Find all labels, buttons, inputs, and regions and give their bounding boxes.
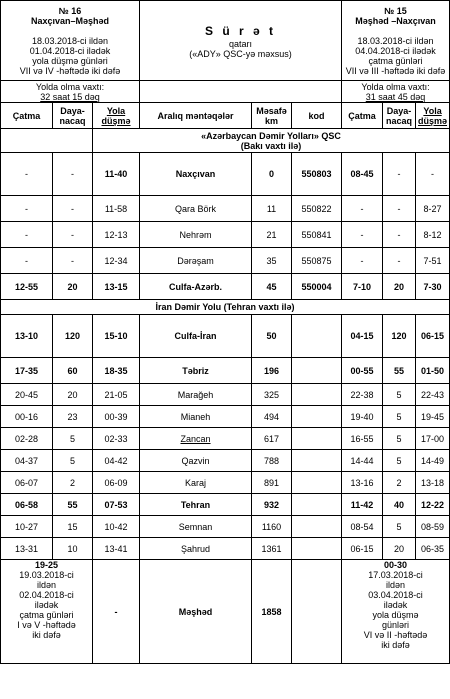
terminus-right-line: iki dəfə — [381, 640, 410, 650]
stop-right: 5 — [383, 450, 416, 472]
distance: 494 — [252, 406, 292, 428]
terminus-left-time: 19-25 — [34, 560, 59, 570]
arrive-left: 00-16 — [1, 406, 53, 428]
table-row — [1, 384, 450, 406]
days-left: VII və IV -həftədə iki dəfə — [19, 65, 121, 76]
terminus-left-line: I və V -həftədə — [17, 620, 76, 630]
depart-right: 08-59 — [416, 516, 450, 538]
depart-right: 22-43 — [416, 384, 450, 406]
depart-right: 12-22 — [416, 494, 450, 516]
period-to-left: 01.04.2018-ci ilədək — [29, 45, 111, 56]
table-row — [1, 315, 450, 358]
stop-left: 60 — [53, 358, 93, 384]
arrive-left: 04-37 — [1, 450, 53, 472]
depart-left: 04-42 — [93, 450, 140, 472]
stop-right: 5 — [383, 384, 416, 406]
header-row — [1, 1, 450, 81]
distance: 21 — [252, 222, 292, 248]
table-row — [1, 494, 450, 516]
period-from-left: 18.03.2018-ci ildən — [31, 35, 109, 46]
table-row — [1, 248, 450, 274]
table-row — [1, 222, 450, 248]
table-row — [1, 358, 450, 384]
stop-right: - — [383, 196, 416, 222]
terminus-code — [292, 560, 342, 664]
travel-time-row — [1, 81, 450, 103]
arrive-left: 17-35 — [1, 358, 53, 384]
stop-left: 2 — [53, 472, 93, 494]
arrive-right: 22-38 — [342, 384, 383, 406]
depart-right: 01-50 — [416, 358, 450, 384]
stop-left: 20 — [53, 384, 93, 406]
stop-right: 20 — [383, 538, 416, 560]
arrive-left: - — [1, 222, 53, 248]
depart-right: 06-35 — [416, 538, 450, 560]
stop-left: 5 — [53, 450, 93, 472]
arrive-right: 04-15 — [342, 315, 383, 358]
column-headers — [1, 103, 450, 129]
terminus-row — [1, 560, 450, 664]
stop-left: - — [53, 248, 93, 274]
terminus-left-line: çatma günləri — [19, 610, 74, 620]
depart-left: 11-40 — [93, 153, 140, 196]
depart-left: 10-42 — [93, 516, 140, 538]
depart-left: 07-53 — [93, 494, 140, 516]
code — [292, 428, 342, 450]
col-arrive-right: Çatma — [342, 103, 383, 129]
distance: 35 — [252, 248, 292, 274]
header-left — [1, 1, 140, 81]
terminus-right-time: 00-30 — [384, 560, 408, 570]
stop-left: - — [53, 153, 93, 196]
arrive-right: - — [342, 196, 383, 222]
train-no-right: № 15 — [384, 5, 407, 16]
depart-right: 19-45 — [416, 406, 450, 428]
arrive-right: 00-55 — [342, 358, 383, 384]
table-row — [1, 274, 450, 300]
station: Tehran — [140, 494, 252, 516]
travel-time-right: 31 saat 45 dəq — [365, 91, 426, 102]
col-depart-left: Yola düşmə — [93, 103, 140, 129]
days-label-left: yola düşmə günləri — [32, 55, 108, 66]
distance: 45 — [252, 274, 292, 300]
arrive-left: 02-28 — [1, 428, 53, 450]
days-label-right: çatma günləri — [368, 55, 423, 66]
period-to-right: 04.04.2018-ci ilədək — [355, 45, 436, 56]
stop-right: - — [383, 222, 416, 248]
table-row — [1, 538, 450, 560]
period-from-right: 18.03.2018-ci ildən — [357, 35, 434, 46]
arrive-right: 16-55 — [342, 428, 383, 450]
table-row — [1, 450, 450, 472]
route-right: Məşhəd –Naxçıvan — [355, 15, 436, 26]
travel-left — [1, 81, 140, 103]
station: Karaj — [140, 472, 252, 494]
station: Şahrud — [140, 538, 252, 560]
depart-right: 8-12 — [416, 222, 450, 248]
depart-right: 7-30 — [416, 274, 450, 300]
table-row — [1, 196, 450, 222]
code — [292, 516, 342, 538]
terminus-right-line: VI və II -həftədə — [363, 630, 428, 640]
terminus-left-line: ildən — [36, 580, 56, 590]
code — [292, 384, 342, 406]
section-iran-title: İran Dəmir Yolu (Tehran vaxtı ilə) — [1, 300, 450, 315]
terminus-right-line: 17.03.2018-ci — [368, 570, 423, 580]
terminus-right-line: ildən — [386, 580, 406, 590]
arrive-left: - — [1, 248, 53, 274]
depart-right: 13-18 — [416, 472, 450, 494]
distance: 1361 — [252, 538, 292, 560]
terminus-right-line: ilədək — [383, 600, 408, 610]
station: Qara Börk — [140, 196, 252, 222]
code — [292, 358, 342, 384]
arrive-right: 14-44 — [342, 450, 383, 472]
distance: 0 — [252, 153, 292, 196]
travel-center-blank — [140, 81, 342, 103]
station: Culfa-İran — [140, 315, 252, 358]
travel-label-left: Yolda olma vaxtı: — [35, 81, 105, 92]
distance: 617 — [252, 428, 292, 450]
terminus-right — [342, 560, 450, 664]
code — [292, 538, 342, 560]
stop-left: 120 — [53, 315, 93, 358]
depart-left: 13-41 — [93, 538, 140, 560]
depart-right: 17-00 — [416, 428, 450, 450]
depart-left: 06-09 — [93, 472, 140, 494]
stop-right: 5 — [383, 516, 416, 538]
depart-left: 13-15 — [93, 274, 140, 300]
depart-left: 11-58 — [93, 196, 140, 222]
stop-right: 20 — [383, 274, 416, 300]
operator: («ADY» QSC-yə məxsus) — [189, 48, 292, 59]
depart-left: 21-05 — [93, 384, 140, 406]
col-arrive-left: Çatma — [1, 103, 53, 129]
section-ady — [1, 129, 450, 153]
code: 550803 — [292, 153, 342, 196]
col-distance: Məsafə km — [252, 103, 292, 129]
table-row — [1, 472, 450, 494]
arrive-left: 06-07 — [1, 472, 53, 494]
col-depart-right: Yola düşmə — [416, 103, 450, 129]
depart-right: 7-51 — [416, 248, 450, 274]
terminus-right-line: yola düşmə — [372, 610, 419, 620]
stop-right: 120 — [383, 315, 416, 358]
station: Təbriz — [140, 358, 252, 384]
arrive-right: - — [342, 248, 383, 274]
arrive-left: 10-27 — [1, 516, 53, 538]
terminus-left-line: iki dəfə — [32, 630, 61, 640]
section-ady-blank-left — [1, 129, 93, 153]
stop-right: 5 — [383, 428, 416, 450]
arrive-left: 13-10 — [1, 315, 53, 358]
arrive-left: 13-31 — [1, 538, 53, 560]
code — [292, 406, 342, 428]
stop-right: 5 — [383, 406, 416, 428]
station: Dərəşam — [140, 248, 252, 274]
depart-right: 14-49 — [416, 450, 450, 472]
arrive-right: 11-42 — [342, 494, 383, 516]
station: Qazvin — [140, 450, 252, 472]
col-code: kod — [292, 103, 342, 129]
terminus-stop: - — [93, 560, 140, 664]
table-row — [1, 406, 450, 428]
code: 550875 — [292, 248, 342, 274]
travel-label-right: Yolda olma vaxtı: — [361, 81, 430, 92]
distance: 11 — [252, 196, 292, 222]
section-ady-title — [93, 129, 450, 153]
train-no-left: № 16 — [58, 5, 82, 16]
table-row — [1, 428, 450, 450]
terminus-left-line: ilədək — [34, 600, 59, 610]
stop-right: 40 — [383, 494, 416, 516]
station: Nehrəm — [140, 222, 252, 248]
section-ady-name: «Azərbaycan Dəmir Yolları» QSC — [201, 130, 341, 141]
arrive-left: 06-58 — [1, 494, 53, 516]
distance: 932 — [252, 494, 292, 516]
col-stop-right: Daya-nacaq — [383, 103, 416, 129]
travel-right — [342, 81, 450, 103]
distance: 325 — [252, 384, 292, 406]
stop-left: 55 — [53, 494, 93, 516]
station: Zancan — [140, 428, 252, 450]
arrive-right: 06-15 — [342, 538, 383, 560]
train-type: S ü r ə t — [205, 23, 277, 38]
route-left: Naxçıvan–Məşhəd — [30, 15, 110, 26]
code: 550822 — [292, 196, 342, 222]
table-row — [1, 516, 450, 538]
depart-left: 15-10 — [93, 315, 140, 358]
distance: 196 — [252, 358, 292, 384]
depart-left: 12-34 — [93, 248, 140, 274]
code — [292, 472, 342, 494]
distance: 788 — [252, 450, 292, 472]
terminus-station: Məşhəd — [140, 560, 252, 664]
terminus-left — [1, 560, 93, 664]
station: Mianeh — [140, 406, 252, 428]
code — [292, 450, 342, 472]
terminus-right-line: 03.04.2018-ci — [368, 590, 423, 600]
arrive-left: - — [1, 196, 53, 222]
code: 550004 — [292, 274, 342, 300]
depart-left: 00-39 — [93, 406, 140, 428]
stop-left: - — [53, 196, 93, 222]
arrive-right: 13-16 — [342, 472, 383, 494]
train-type-2: qatarı — [229, 38, 253, 49]
code: 550841 — [292, 222, 342, 248]
terminus-left-line: 19.03.2018-ci — [19, 570, 74, 580]
stop-left: 20 — [53, 274, 93, 300]
section-ady-time: (Bakı vaxtı ilə) — [240, 140, 302, 151]
stop-left: 10 — [53, 538, 93, 560]
station: Semnan — [140, 516, 252, 538]
stop-left: 15 — [53, 516, 93, 538]
arrive-left: 12-55 — [1, 274, 53, 300]
arrive-right: 19-40 — [342, 406, 383, 428]
terminus-distance: 1858 — [252, 560, 292, 664]
arrive-right: 08-54 — [342, 516, 383, 538]
arrive-right: 7-10 — [342, 274, 383, 300]
code — [292, 494, 342, 516]
depart-left: 12-13 — [93, 222, 140, 248]
station: Culfa-Azərb. — [140, 274, 252, 300]
depart-right: 06-15 — [416, 315, 450, 358]
stop-right: 2 — [383, 472, 416, 494]
travel-time-left: 32 saat 15 dəq — [40, 91, 100, 102]
depart-right: - — [416, 153, 450, 196]
code — [292, 315, 342, 358]
stop-right: - — [383, 153, 416, 196]
stop-left: 23 — [53, 406, 93, 428]
stop-right: 55 — [383, 358, 416, 384]
header-right — [342, 1, 450, 81]
col-stations: Aralıq məntəqələr — [140, 103, 252, 129]
stop-right: - — [383, 248, 416, 274]
arrive-right: - — [342, 222, 383, 248]
header-center — [140, 1, 342, 81]
distance: 1160 — [252, 516, 292, 538]
table-row — [1, 153, 450, 196]
distance: 50 — [252, 315, 292, 358]
col-stop-left: Daya-nacaq — [53, 103, 93, 129]
depart-left: 18-35 — [93, 358, 140, 384]
arrive-left: 20-45 — [1, 384, 53, 406]
station: Naxçıvan — [140, 153, 252, 196]
terminus-right-line: günləri — [382, 620, 410, 630]
stop-left: - — [53, 222, 93, 248]
depart-left: 02-33 — [93, 428, 140, 450]
section-iran — [1, 300, 450, 315]
depart-right: 8-27 — [416, 196, 450, 222]
stop-left: 5 — [53, 428, 93, 450]
terminus-left-line: 02.04.2018-ci — [19, 590, 74, 600]
distance: 891 — [252, 472, 292, 494]
arrive-right: 08-45 — [342, 153, 383, 196]
days-right: VII və III -həftədə iki dəfə — [345, 65, 446, 76]
arrive-left: - — [1, 153, 53, 196]
station: Marağeh — [140, 384, 252, 406]
